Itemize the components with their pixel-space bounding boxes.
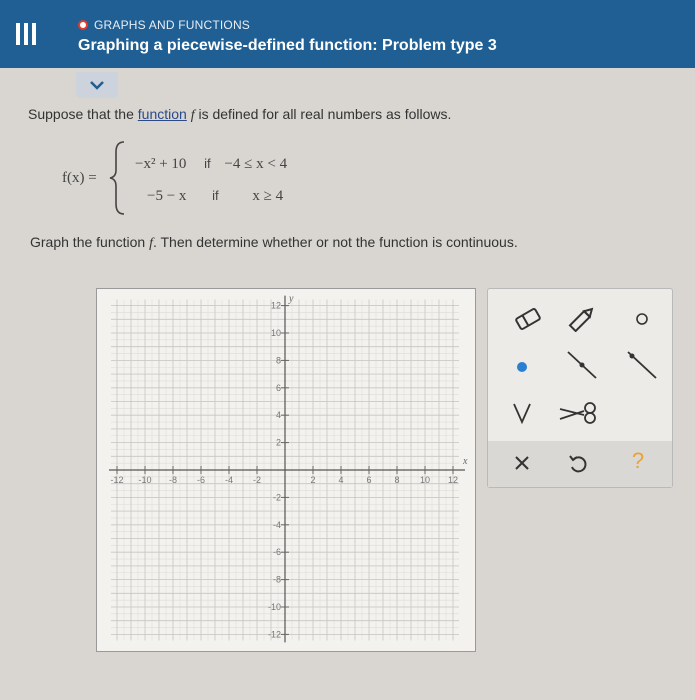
x-tick-label: -10 (138, 475, 152, 485)
y-tick-label: 8 (275, 355, 281, 366)
x-tick-label: -4 (224, 475, 234, 485)
case-2-expression: −5 − x (147, 188, 187, 204)
y-tick-label: 2 (275, 437, 281, 448)
coordinate-grid[interactable] (97, 289, 475, 651)
topic-status-icon (78, 20, 88, 30)
y-tick-label: 6 (275, 382, 281, 393)
collapse-header-button[interactable] (76, 72, 118, 98)
case-1-expression: −x² + 10 (135, 156, 187, 172)
pencil-icon[interactable] (562, 301, 602, 337)
x-tick-label: 6 (366, 475, 372, 485)
x-tick-label: 8 (394, 475, 400, 485)
y-tick-label: -6 (272, 547, 281, 558)
y-tick-label: -4 (272, 519, 281, 530)
scissors-icon[interactable] (558, 395, 598, 431)
x-tick-label: 4 (338, 475, 344, 485)
fx-label: f(x) = (62, 170, 97, 186)
help-icon[interactable]: ? (631, 448, 645, 473)
y-tick-label: 4 (275, 410, 281, 421)
case-1-if: if (204, 156, 211, 171)
x-tick-label: 2 (310, 475, 316, 485)
check-mark-icon[interactable] (502, 395, 542, 431)
x-tick-label: -12 (110, 475, 124, 485)
y-axis-label: y (289, 293, 294, 305)
segment-right-icon[interactable] (562, 347, 602, 383)
page-title: Graphing a piecewise-defined function: Problem type 3 (78, 37, 497, 54)
intro-text-start: Suppose that the (28, 106, 138, 122)
case-1 (135, 156, 287, 173)
y-tick-label: -12 (267, 629, 281, 640)
top-bar (0, 0, 695, 68)
case-2 (147, 188, 283, 205)
function-link[interactable]: function (137, 106, 187, 122)
tool-palette (487, 288, 673, 488)
intro-text-end: is defined for all real numbers as follows. (198, 106, 452, 122)
undo-icon[interactable] (558, 445, 598, 481)
y-tick-label: 12 (270, 300, 281, 311)
eraser-icon[interactable] (508, 301, 548, 337)
instruction-text-start: Graph the function (30, 234, 150, 250)
x-tick-label: -2 (252, 475, 262, 485)
instruction (30, 234, 518, 252)
y-tick-label: 10 (270, 328, 281, 338)
function-variable: f (190, 108, 195, 123)
case-1-condition: −4 ≤ x < 4 (224, 156, 288, 172)
x-tick-label: -8 (168, 475, 178, 485)
problem-intro (28, 106, 451, 124)
y-tick-label: -2 (272, 492, 281, 503)
instruction-text-end: . Then determine whether or not the function is continuous. (152, 234, 518, 250)
x-tick-label: 12 (447, 475, 459, 485)
y-tick-label: -10 (267, 602, 281, 612)
left-brace (108, 140, 128, 216)
breadcrumb-text: GRAPHS AND FUNCTIONS (94, 18, 251, 32)
segment-left-icon[interactable] (622, 347, 662, 383)
clear-icon[interactable] (502, 445, 542, 481)
closed-dot-icon[interactable] (502, 349, 542, 385)
x-tick-label: 10 (419, 475, 431, 485)
x-tick-label: -6 (196, 475, 206, 485)
y-tick-label: -8 (272, 574, 281, 585)
case-2-condition: x ≥ 4 (252, 188, 284, 204)
case-2-if: if (212, 188, 219, 203)
breadcrumb (78, 18, 250, 32)
menu-icon[interactable] (0, 0, 52, 68)
instruction-variable: f (149, 236, 153, 251)
open-circle-icon[interactable] (622, 301, 662, 337)
x-axis-label: x (463, 456, 468, 467)
chevron-down-icon (89, 79, 105, 91)
graph-area[interactable] (96, 288, 476, 652)
